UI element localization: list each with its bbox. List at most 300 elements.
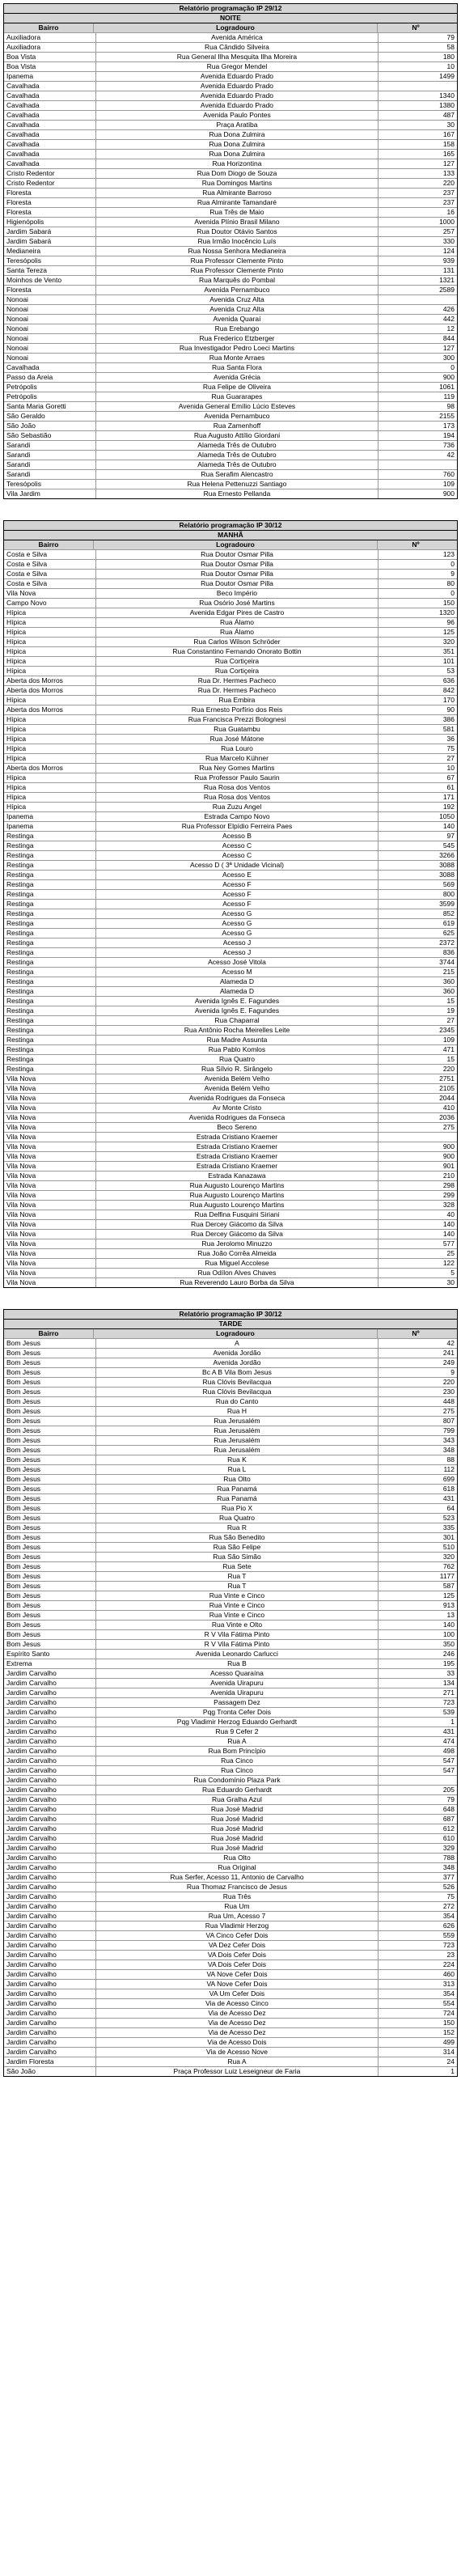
cell-numero: 16 bbox=[446, 208, 455, 216]
cell-bairro: Floresta bbox=[4, 208, 96, 217]
header-bairro: Bairro bbox=[4, 1329, 94, 1338]
cell-logradouro: Rua Jerusalém bbox=[96, 1426, 379, 1435]
cell-logradouro: Rua Dom Diogo de Souza bbox=[96, 169, 379, 178]
cell-bairro: Jardim Carvalho bbox=[4, 1805, 96, 1814]
cell-bairro: Bom Jesus bbox=[4, 1543, 96, 1552]
cell-logradouro: Rua Dercey Giácomo da Silva bbox=[96, 1230, 379, 1239]
cell-logradouro: Rua Panamá bbox=[96, 1485, 379, 1493]
cell-logradouro: Rua Sílvio R. Sirângelo bbox=[96, 1065, 379, 1074]
cell-logradouro: Rua H bbox=[96, 1407, 379, 1416]
table-row bbox=[4, 1455, 457, 1464]
cell-logradouro: Rua Reverendo Lauro Borba da Silva bbox=[96, 1278, 379, 1287]
table-row bbox=[4, 32, 457, 42]
cell-numero: 241 bbox=[442, 1349, 455, 1357]
cell-numero: 3599 bbox=[439, 900, 455, 908]
table-row bbox=[4, 1367, 457, 1377]
cell-logradouro: Rua Professor Paulo Saurin bbox=[96, 773, 379, 782]
cell-numero: 723 bbox=[442, 1698, 455, 1706]
section-title: Relatório programação IP 29/12 bbox=[4, 4, 457, 13]
table-row bbox=[4, 792, 457, 802]
cell-logradouro: Via de Acesso Dez bbox=[96, 2009, 379, 2018]
cell-logradouro: Rua Dona Zulmira bbox=[96, 140, 379, 149]
cell-logradouro: Acesso D ( 3ª Unidade Vicinal) bbox=[96, 861, 379, 870]
cell-bairro: Nonoai bbox=[4, 344, 96, 353]
cell-numero: 569 bbox=[442, 880, 455, 888]
cell-numero bbox=[379, 1133, 457, 1142]
cell-numero: 852 bbox=[442, 909, 455, 917]
cell-logradouro: Rua Professor Clemente Pinto bbox=[96, 266, 379, 275]
cell-bairro: Bom Jesus bbox=[4, 1504, 96, 1513]
cell-numero: 913 bbox=[442, 1601, 455, 1609]
table-row bbox=[4, 986, 457, 996]
table-row bbox=[4, 71, 457, 81]
cell-numero: 15 bbox=[446, 1055, 455, 1063]
cell-numero: 314 bbox=[442, 2048, 455, 2056]
cell-numero: 1 bbox=[450, 1718, 455, 1726]
cell-numero: 648 bbox=[442, 1805, 455, 1813]
cell-numero: 335 bbox=[442, 1523, 455, 1532]
cell-numero: 460 bbox=[442, 1970, 455, 1978]
cell-numero: 97 bbox=[446, 832, 455, 840]
cell-bairro: Cavalhada bbox=[4, 159, 96, 168]
table-row bbox=[4, 324, 457, 333]
cell-bairro: Vila Nova bbox=[4, 1239, 96, 1248]
cell-bairro: Vila Nova bbox=[4, 1220, 96, 1229]
table-row bbox=[4, 1142, 457, 1151]
cell-numero: 900 bbox=[442, 489, 455, 498]
header-numero: Nº bbox=[412, 540, 420, 549]
cell-numero: 150 bbox=[442, 599, 455, 607]
cell-numero: 24 bbox=[446, 2057, 455, 2065]
cell-bairro: Hípica bbox=[4, 715, 96, 724]
cell-logradouro: Rua Rosa dos Ventos bbox=[96, 783, 379, 792]
cell-logradouro: Rua 9 Cefer 2 bbox=[96, 1727, 379, 1736]
cell-bairro: Hípica bbox=[4, 638, 96, 646]
cell-logradouro: R V Vila Fátima Pinto bbox=[96, 1630, 379, 1639]
cell-numero: 1 bbox=[450, 2067, 455, 2075]
cell-numero: 275 bbox=[442, 1407, 455, 1415]
cell-numero: 807 bbox=[442, 1417, 455, 1425]
cell-numero: 2044 bbox=[439, 1094, 455, 1102]
cell-numero: 547 bbox=[442, 1766, 455, 1774]
cell-logradouro: Rua Chaparral bbox=[96, 1016, 379, 1025]
cell-logradouro: Rua T bbox=[96, 1582, 379, 1591]
cell-bairro: Cavalhada bbox=[4, 130, 96, 139]
cell-numero: 343 bbox=[442, 1436, 455, 1444]
cell-bairro: Bom Jesus bbox=[4, 1417, 96, 1426]
cell-logradouro: Rua José Mátone bbox=[96, 735, 379, 744]
cell-numero: 900 bbox=[442, 1142, 455, 1150]
cell-logradouro: VA Dez Cefer Dois bbox=[96, 1941, 379, 1950]
cell-numero: 27 bbox=[446, 754, 455, 762]
cell-logradouro: Avenida Jordão bbox=[96, 1358, 379, 1367]
cell-numero: 788 bbox=[442, 1854, 455, 1862]
table-row bbox=[4, 1268, 457, 1277]
cell-logradouro: Pqg Vladimir Herzog Eduardo Gerhardt bbox=[96, 1718, 379, 1727]
table-row bbox=[4, 1348, 457, 1358]
shift-label: TARDE bbox=[4, 1319, 457, 1328]
cell-numero: 237 bbox=[442, 198, 455, 206]
cell-bairro: Sarandi bbox=[4, 441, 96, 450]
table-row bbox=[4, 947, 457, 957]
cell-bairro: Jardim Carvalho bbox=[4, 1776, 96, 1785]
cell-bairro: Jardim Sabará bbox=[4, 237, 96, 246]
cell-numero: 636 bbox=[442, 676, 455, 684]
table-row bbox=[4, 928, 457, 938]
table-row bbox=[4, 1911, 457, 1921]
cell-logradouro: Rua Dr. Hermes Pacheco bbox=[96, 686, 379, 695]
cell-logradouro: Rua Louro bbox=[96, 744, 379, 753]
cell-bairro: Bom Jesus bbox=[4, 1407, 96, 1416]
cell-numero: 354 bbox=[442, 1912, 455, 1920]
cell-bairro: Bom Jesus bbox=[4, 1388, 96, 1396]
table-row bbox=[4, 1015, 457, 1025]
cell-numero: 125 bbox=[442, 1591, 455, 1599]
table-row bbox=[4, 1561, 457, 1571]
table-row bbox=[4, 1484, 457, 1493]
header-logradouro: Logradouro bbox=[94, 1329, 378, 1338]
cell-numero: 127 bbox=[442, 344, 455, 352]
cell-numero: 271 bbox=[442, 1688, 455, 1697]
cell-bairro: Auxiliadora bbox=[4, 33, 96, 42]
cell-numero: 109 bbox=[442, 1036, 455, 1044]
cell-numero: 2372 bbox=[439, 938, 455, 947]
cell-logradouro: Avenida Plínio Brasil Milano bbox=[96, 218, 379, 227]
table-row bbox=[4, 159, 457, 168]
cell-numero bbox=[379, 295, 457, 304]
cell-logradouro: Rua Três bbox=[96, 1892, 379, 1901]
cell-logradouro: VA Nove Cefer Dois bbox=[96, 1980, 379, 1989]
cell-logradouro: Acesso Quaraína bbox=[96, 1669, 379, 1678]
cell-bairro: Nonoai bbox=[4, 295, 96, 304]
table-row bbox=[4, 1775, 457, 1785]
cell-numero: 587 bbox=[442, 1582, 455, 1590]
cell-bairro: Bom Jesus bbox=[4, 1523, 96, 1532]
table-row bbox=[4, 1219, 457, 1229]
cell-logradouro: Acesso J bbox=[96, 948, 379, 957]
table-row bbox=[4, 100, 457, 110]
cell-bairro: Teresópolis bbox=[4, 480, 96, 489]
cell-logradouro: Rua Thomaz Francisco de Jesus bbox=[96, 1883, 379, 1892]
table-row bbox=[4, 450, 457, 460]
table-row bbox=[4, 294, 457, 304]
table-row bbox=[4, 1006, 457, 1015]
cell-bairro: Vila Nova bbox=[4, 1152, 96, 1161]
cell-logradouro: Estrada Cristiano Kraemer bbox=[96, 1162, 379, 1171]
cell-numero: 900 bbox=[442, 373, 455, 381]
cell-logradouro: Rua Ernesto Pellanda bbox=[96, 489, 379, 498]
cell-bairro: Jardim Carvalho bbox=[4, 1844, 96, 1853]
table-row bbox=[4, 1659, 457, 1668]
cell-logradouro: Avenida Jordão bbox=[96, 1349, 379, 1358]
cell-bairro: Sarandi bbox=[4, 470, 96, 479]
table-row bbox=[4, 139, 457, 149]
table-row bbox=[4, 2057, 457, 2066]
cell-numero: 360 bbox=[442, 977, 455, 985]
cell-bairro: Jardim Carvalho bbox=[4, 1999, 96, 2008]
cell-bairro: Jardim Carvalho bbox=[4, 2048, 96, 2057]
table-row bbox=[4, 1930, 457, 1940]
table-row bbox=[4, 1171, 457, 1180]
cell-logradouro: Avenida Leonardo Carlucci bbox=[96, 1650, 379, 1659]
table-row bbox=[4, 1122, 457, 1132]
table-row bbox=[4, 1746, 457, 1756]
cell-numero: 939 bbox=[442, 256, 455, 265]
cell-numero: 625 bbox=[442, 929, 455, 937]
cell-numero: 800 bbox=[442, 890, 455, 898]
table-row bbox=[4, 753, 457, 763]
cell-bairro: Extrema bbox=[4, 1659, 96, 1668]
cell-bairro: Restinga bbox=[4, 1006, 96, 1015]
cell-bairro: Jardim Carvalho bbox=[4, 1883, 96, 1892]
cell-bairro: Vila Nova bbox=[4, 1074, 96, 1083]
cell-numero: 1050 bbox=[439, 812, 455, 820]
table-row bbox=[4, 411, 457, 421]
cell-logradouro: Rua Cândido Silveira bbox=[96, 43, 379, 52]
cell-numero: 75 bbox=[446, 1892, 455, 1900]
cell-logradouro: Alameda Três de Outubro bbox=[96, 451, 379, 460]
cell-numero: 1499 bbox=[439, 72, 455, 80]
cell-numero: 724 bbox=[442, 2009, 455, 2017]
cell-bairro: Bom Jesus bbox=[4, 1514, 96, 1523]
cell-numero: 410 bbox=[442, 1104, 455, 1112]
table-row bbox=[4, 909, 457, 918]
cell-logradouro: Rua Dr. Hermes Pacheco bbox=[96, 676, 379, 685]
table-row bbox=[4, 598, 457, 608]
cell-numero: 545 bbox=[442, 841, 455, 849]
cell-bairro: Jardim Carvalho bbox=[4, 1795, 96, 1804]
table-row bbox=[4, 1649, 457, 1659]
cell-numero bbox=[379, 82, 457, 91]
cell-numero: 1321 bbox=[439, 276, 455, 284]
cell-numero: 131 bbox=[442, 266, 455, 274]
cell-logradouro: Rua Marquês do Pombal bbox=[96, 276, 379, 285]
cell-bairro: Costa e Silva bbox=[4, 570, 96, 578]
cell-numero: 610 bbox=[442, 1834, 455, 1842]
cell-logradouro: Rua Cortiçeira bbox=[96, 667, 379, 676]
cell-logradouro: Avenida Eduardo Prado bbox=[96, 101, 379, 110]
cell-bairro: Jardim Carvalho bbox=[4, 1902, 96, 1911]
cell-numero: 23 bbox=[446, 1951, 455, 1959]
cell-bairro: Restinga bbox=[4, 1016, 96, 1025]
section-title: Relatório programação IP 30/12 bbox=[4, 521, 457, 530]
table-row bbox=[4, 188, 457, 197]
cell-numero: 844 bbox=[442, 334, 455, 342]
table-row bbox=[4, 1054, 457, 1064]
table-row bbox=[4, 52, 457, 61]
cell-logradouro: Rua Constantino Fernando Onorato Bottin bbox=[96, 647, 379, 656]
cell-bairro: Nonoai bbox=[4, 305, 96, 314]
cell-logradouro: Rua Eduardo Gerhardt bbox=[96, 1786, 379, 1794]
cell-numero: 124 bbox=[442, 247, 455, 255]
table-row bbox=[4, 197, 457, 207]
cell-logradouro: Rua José Madrid bbox=[96, 1815, 379, 1824]
cell-bairro: Vila Nova bbox=[4, 1249, 96, 1258]
cell-bairro: Jardim Carvalho bbox=[4, 1951, 96, 1960]
table-row bbox=[4, 569, 457, 578]
table-row bbox=[4, 1180, 457, 1190]
table-row bbox=[4, 110, 457, 120]
cell-numero: 9 bbox=[450, 1368, 455, 1376]
cell-bairro: Bom Jesus bbox=[4, 1553, 96, 1561]
cell-bairro: Nonoai bbox=[4, 315, 96, 324]
table-row bbox=[4, 265, 457, 275]
table-row bbox=[4, 860, 457, 870]
cell-bairro: São Sebastião bbox=[4, 431, 96, 440]
cell-numero: 220 bbox=[442, 1378, 455, 1386]
cell-numero: 140 bbox=[442, 1621, 455, 1629]
table-row bbox=[4, 714, 457, 724]
table-row bbox=[4, 1736, 457, 1746]
table-row bbox=[4, 1862, 457, 1872]
cell-numero: 1177 bbox=[439, 1572, 455, 1580]
cell-logradouro: Rua Jerolomo Minuzzo bbox=[96, 1239, 379, 1248]
table-row bbox=[4, 1277, 457, 1287]
cell-logradouro: Rua Madre Assunta bbox=[96, 1036, 379, 1044]
cell-logradouro: Rua Cinco bbox=[96, 1756, 379, 1765]
table-row bbox=[4, 401, 457, 411]
table-row bbox=[4, 353, 457, 362]
cell-bairro: Floresta bbox=[4, 286, 96, 294]
cell-numero: 1340 bbox=[439, 91, 455, 100]
cell-numero: 298 bbox=[442, 1181, 455, 1189]
cell-numero: 526 bbox=[442, 1883, 455, 1891]
cell-bairro: Ipanema bbox=[4, 72, 96, 81]
cell-bairro: Jardim Carvalho bbox=[4, 1873, 96, 1882]
cell-bairro: Vila Nova bbox=[4, 1104, 96, 1112]
table-row bbox=[4, 744, 457, 753]
cell-logradouro: Alameda Três de Outubro bbox=[96, 441, 379, 450]
cell-logradouro: Beco Império bbox=[96, 589, 379, 598]
cell-logradouro: Via de Acesso Dez bbox=[96, 2019, 379, 2027]
cell-numero: 133 bbox=[442, 169, 455, 177]
cell-bairro: Medianeira bbox=[4, 247, 96, 256]
table-row bbox=[4, 676, 457, 685]
cell-logradouro: Rua Quatro bbox=[96, 1055, 379, 1064]
cell-numero: 101 bbox=[442, 657, 455, 665]
cell-logradouro: Avenida Quaraí bbox=[96, 315, 379, 324]
cell-logradouro: Rua Doutor Osmar Pilla bbox=[96, 579, 379, 588]
header-numero: Nº bbox=[412, 23, 420, 32]
cell-logradouro: Rua Dona Zulmira bbox=[96, 130, 379, 139]
table-row bbox=[4, 2008, 457, 2018]
cell-bairro: Vila Nova bbox=[4, 1269, 96, 1277]
cell-logradouro: Via de Acesso Nove bbox=[96, 2048, 379, 2057]
cell-bairro: Restinga bbox=[4, 1055, 96, 1064]
cell-bairro: Jardim Carvalho bbox=[4, 1892, 96, 1901]
cell-bairro: Restinga bbox=[4, 880, 96, 889]
cell-numero: 230 bbox=[442, 1388, 455, 1396]
cell-numero: 88 bbox=[446, 1455, 455, 1464]
cell-numero: 173 bbox=[442, 422, 455, 430]
table-row bbox=[4, 285, 457, 294]
cell-bairro: Cavalhada bbox=[4, 140, 96, 149]
cell-numero: 171 bbox=[442, 793, 455, 801]
table-row bbox=[4, 1765, 457, 1775]
cell-logradouro: Rua Pablo Komlos bbox=[96, 1045, 379, 1054]
table-row bbox=[4, 1503, 457, 1513]
table-row bbox=[4, 2027, 457, 2037]
cell-bairro: Teresópolis bbox=[4, 256, 96, 265]
cell-numero: 152 bbox=[442, 2028, 455, 2036]
cell-bairro: Jardim Carvalho bbox=[4, 2028, 96, 2037]
cell-logradouro: Avenida Cruz Alta bbox=[96, 295, 379, 304]
cell-logradouro: Rua Doutor Otávio Santos bbox=[96, 227, 379, 236]
cell-logradouro: Rua Um, Acesso 7 bbox=[96, 1912, 379, 1921]
cell-bairro: Cristo Redentor bbox=[4, 179, 96, 188]
table-row bbox=[4, 1969, 457, 1979]
cell-numero: 3744 bbox=[439, 958, 455, 966]
cell-numero: 272 bbox=[442, 1902, 455, 1910]
cell-logradouro: Rua São Felipe bbox=[96, 1543, 379, 1552]
cell-logradouro: Rua Zuzu Angel bbox=[96, 803, 379, 811]
table-row bbox=[4, 1103, 457, 1112]
cell-numero: 3088 bbox=[439, 871, 455, 879]
cell-bairro: Hípica bbox=[4, 608, 96, 617]
cell-bairro: Vila Nova bbox=[4, 1171, 96, 1180]
table-row bbox=[4, 1581, 457, 1591]
cell-bairro: Vila Nova bbox=[4, 1094, 96, 1103]
table-row bbox=[4, 1377, 457, 1387]
cell-bairro: Bom Jesus bbox=[4, 1485, 96, 1493]
table-row bbox=[4, 1639, 457, 1649]
cell-logradouro: Rua Francisca Prezzi Bolognesi bbox=[96, 715, 379, 724]
cell-numero: 80 bbox=[446, 579, 455, 587]
cell-bairro: Aberta dos Morros bbox=[4, 686, 96, 695]
cell-numero: 119 bbox=[443, 392, 455, 400]
shift-label: NOITE bbox=[4, 13, 457, 23]
table-row bbox=[4, 1882, 457, 1892]
table-row bbox=[4, 1044, 457, 1054]
table-row bbox=[4, 899, 457, 909]
cell-bairro: Jardim Carvalho bbox=[4, 1708, 96, 1717]
cell-numero: 300 bbox=[442, 354, 455, 362]
cell-numero: 112 bbox=[443, 1465, 455, 1473]
table-row bbox=[4, 889, 457, 899]
cell-bairro: Jardim Sabará bbox=[4, 227, 96, 236]
cell-bairro: Cavalhada bbox=[4, 121, 96, 129]
table-row bbox=[4, 1416, 457, 1426]
cell-numero: 901 bbox=[442, 1162, 455, 1170]
table-row bbox=[4, 2047, 457, 2057]
cell-numero: 360 bbox=[442, 987, 455, 995]
cell-logradouro: Avenida Rodrigues da Fonseca bbox=[96, 1113, 379, 1122]
cell-bairro: Boa Vista bbox=[4, 62, 96, 71]
cell-logradouro: Avenida Uirapuru bbox=[96, 1688, 379, 1697]
cell-numero: 2345 bbox=[439, 1026, 455, 1034]
cell-bairro: São João bbox=[4, 422, 96, 430]
cell-numero: 15 bbox=[446, 997, 455, 1005]
cell-logradouro: Acesso E bbox=[96, 871, 379, 879]
table-row bbox=[4, 1396, 457, 1406]
cell-logradouro: Rua Jerusalém bbox=[96, 1446, 379, 1455]
table-row bbox=[4, 1707, 457, 1717]
table-row bbox=[4, 870, 457, 879]
table-row bbox=[4, 246, 457, 256]
cell-numero: 471 bbox=[442, 1045, 455, 1053]
cell-logradouro: Acesso F bbox=[96, 880, 379, 889]
header-row bbox=[4, 1328, 457, 1338]
table-row bbox=[4, 1785, 457, 1794]
cell-numero: 158 bbox=[442, 140, 455, 148]
cell-numero: 195 bbox=[442, 1659, 455, 1667]
cell-numero: 220 bbox=[442, 1065, 455, 1073]
cell-logradouro: Alameda D bbox=[96, 977, 379, 986]
cell-numero: 3088 bbox=[439, 861, 455, 869]
cell-logradouro: Rua Monte Arraes bbox=[96, 354, 379, 362]
cell-logradouro: Rua Embira bbox=[96, 696, 379, 705]
report-section bbox=[3, 520, 458, 1288]
